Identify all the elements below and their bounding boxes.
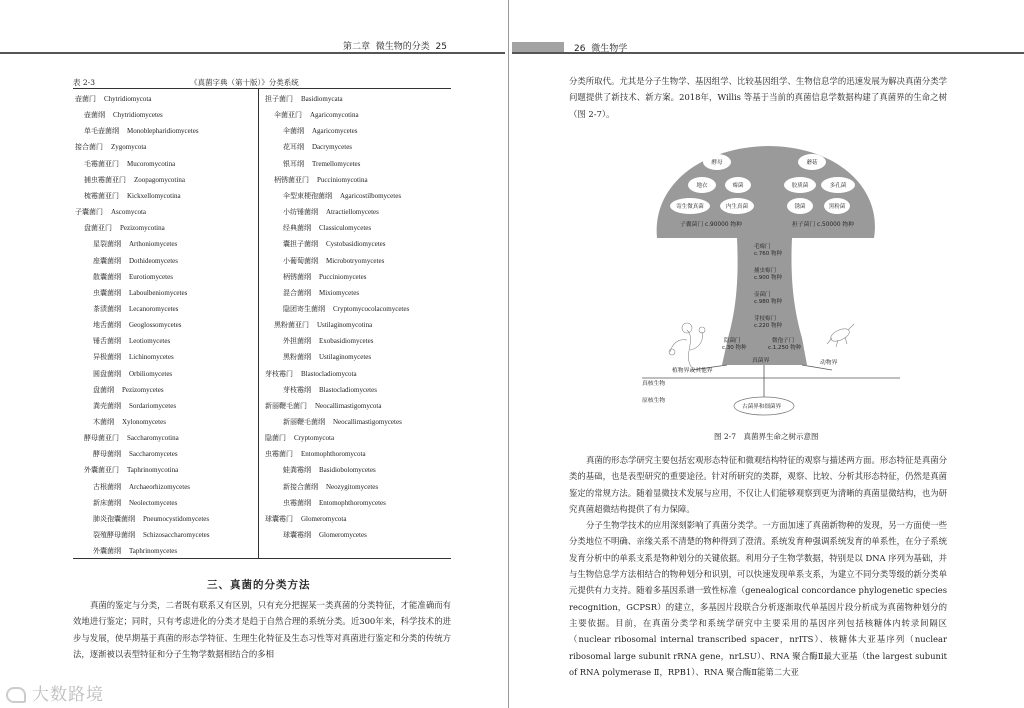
taxon-latin-name: Zoopagomycotina <box>134 175 185 184</box>
watermark-text: 大数路境 <box>32 685 104 705</box>
group-oval-label: 霉菌 <box>732 183 744 189</box>
taxon-chinese-name: 木菌纲 <box>93 418 114 426</box>
taxon-chinese-name: 球囊霉纲 <box>283 531 311 540</box>
table-row <box>93 369 172 380</box>
table-row <box>93 256 178 267</box>
header-tab-bar <box>512 42 564 52</box>
taxon-chinese-name: 虫囊菌纲 <box>93 288 121 297</box>
table-row <box>93 385 164 396</box>
base-right-name: 微孢子门 <box>772 338 795 344</box>
taxon-latin-name: Archaeorhizomycetes <box>129 482 191 491</box>
taxon-chinese-name: 囊担子菌纲 <box>283 240 318 249</box>
taxon-chinese-name: 异极菌纲 <box>93 353 121 362</box>
taxon-chinese-name: 新丽鞭毛菌纲 <box>283 418 325 426</box>
taxon-chinese-name: 黑粉菌亚门 <box>274 321 309 330</box>
beetle-drawing <box>827 324 854 347</box>
taxon-chinese-name: 新床菌纲 <box>93 498 121 507</box>
taxon-latin-name: Monoblepharidiomycetes <box>127 127 199 136</box>
taxon-latin-name: Taphrinomycetes <box>129 547 178 556</box>
taxon-latin-name: Neolectomycetes <box>129 498 178 507</box>
base-left-count: c.30 物种 <box>722 345 747 351</box>
taxon-latin-name: Blastocladiomycetes <box>319 385 377 394</box>
table-row <box>283 385 377 396</box>
taxon-chinese-name: 隐团寄生菌纲 <box>283 304 325 313</box>
intro-text <box>569 73 947 122</box>
base-left-name: 隐菌门 <box>724 338 741 344</box>
taxon-chinese-name: 担子菌门 <box>265 95 293 103</box>
taxon-latin-name: Pezizomycetes <box>122 385 164 394</box>
chapter-number: 第二章 <box>343 42 371 52</box>
archaea-bacteria-label: 古菌界和细菌界 <box>742 404 782 410</box>
taxon-chinese-name: 壶菌纲 <box>84 111 105 120</box>
taxon-chinese-name: 圆盘菌纲 <box>93 369 121 378</box>
taxon-chinese-name: 球囊霉门 <box>265 514 293 523</box>
taxon-chinese-name: 散囊菌纲 <box>93 272 121 281</box>
taxon-chinese-name: 伞菌纲 <box>283 127 304 136</box>
taxon-latin-name: Blastocladiomycota <box>301 369 357 378</box>
taxon-chinese-name: 星裂菌纲 <box>93 240 121 249</box>
group-oval-label: 寄生微真菌 <box>676 204 704 210</box>
plant-drawing <box>669 323 705 368</box>
taxon-latin-name: Neozygitomycetes <box>326 482 379 491</box>
taxon-latin-name: Saccharomycotina <box>127 434 179 443</box>
taxon-latin-name: Ustilaginomycotina <box>317 321 373 330</box>
table-row <box>265 94 343 105</box>
table-row <box>283 288 359 299</box>
taxon-chinese-name: 座囊菌纲 <box>93 256 121 265</box>
taxon-chinese-name: 锤舌菌纲 <box>93 337 121 346</box>
table-row <box>93 288 187 299</box>
table-row <box>93 304 178 315</box>
taxon-chinese-name: 裂殖酵母菌纲 <box>93 531 135 540</box>
table-row <box>283 336 373 347</box>
prokaryote-label: 原核生物 <box>642 398 666 404</box>
taxon-latin-name: Dacrymycetes <box>312 143 353 152</box>
taxon-latin-name: Ustilaginomycetes <box>319 353 372 362</box>
taxon-latin-name: Basidiobolomycetes <box>319 466 376 475</box>
table-row <box>93 336 170 347</box>
plant-group-label: 植物界或其他界 <box>672 368 713 374</box>
table-row <box>283 272 366 283</box>
taxon-latin-name: Exobasidiomycetes <box>319 337 374 346</box>
table-row <box>274 110 359 121</box>
stem-taxon-count: c.760 物种 <box>754 251 783 257</box>
taxon-chinese-name: 盘菌亚门 <box>84 224 112 233</box>
taxon-latin-name: Geoglossomycetes <box>129 321 182 330</box>
taxon-chinese-name: 伞菌亚门 <box>274 111 302 120</box>
table-row <box>93 272 173 283</box>
table-row <box>265 514 347 525</box>
table-row <box>84 433 179 444</box>
section-heading: 三、真菌的分类方法 <box>207 579 311 591</box>
taxon-latin-name: Arthoniomycetes <box>129 240 178 249</box>
table-row <box>93 417 166 428</box>
taxon-chinese-name: 虫霉菌纲 <box>283 498 311 507</box>
taxon-latin-name: Xylonomycetes <box>122 418 166 426</box>
table-row <box>84 159 175 170</box>
taxon-chinese-name: 茶渍菌纲 <box>93 304 121 313</box>
animal-group-label: 动物界 <box>820 360 838 366</box>
taxon-latin-name: Schizosaccharomycetes <box>143 531 210 540</box>
taxon-chinese-name: 小葡萄菌纲 <box>283 256 318 265</box>
left-page <box>0 0 505 708</box>
watermark <box>6 680 104 705</box>
ascomycota-label: 子囊菌门 c.90000 物种 <box>680 222 742 228</box>
taxon-chinese-name: 黑粉菌纲 <box>283 353 311 362</box>
taxon-latin-name: Cryptomycocolacomycetes <box>333 304 410 313</box>
stem-taxon-name: 芽枝霉门 <box>754 316 777 322</box>
taxon-latin-name: Neocallimastigomycota <box>315 401 382 410</box>
taxon-chinese-name: 芽枝霉纲 <box>283 385 311 394</box>
table-row <box>283 304 409 315</box>
left-body-text <box>73 597 451 662</box>
taxon-latin-name: Glomeromycota <box>301 514 347 523</box>
table-row <box>283 530 367 541</box>
taxon-latin-name: Tremellomycetes <box>312 159 361 168</box>
taxon-latin-name: Dothideomycetes <box>129 256 178 265</box>
table-row <box>84 465 178 476</box>
taxon-latin-name: Laboulbeniomycetes <box>129 288 188 297</box>
table-row <box>93 449 178 460</box>
table-row <box>93 320 182 331</box>
table-row <box>93 352 174 363</box>
group-oval-label: 黑粉菌 <box>828 204 846 210</box>
taxon-latin-name: Agaricomycotina <box>310 111 359 120</box>
header-rule <box>0 52 505 54</box>
taxon-latin-name: Kickxellomycotina <box>127 191 181 200</box>
taxon-chinese-name: 肺炎孢囊菌纲 <box>93 514 135 523</box>
taxon-chinese-name: 经典菌纲 <box>283 224 311 233</box>
group-oval-label: 地衣 <box>696 183 708 189</box>
table-row <box>265 369 357 380</box>
table-row <box>283 498 386 509</box>
table-row <box>84 126 199 137</box>
taxon-chinese-name: 盘菌纲 <box>93 385 114 394</box>
taxon-latin-name: Eurotiomycetes <box>129 272 173 281</box>
left-running-header <box>343 39 447 52</box>
paragraph: 真菌的鉴定与分类，二者既有联系又有区别，只有充分把握某一类真菌的分类特征，才能准确而有效地进行鉴定；同时，只有考虑进化的分类才是趋于自然合理的系统分类。近300年来，科学技术的进步与发展，使早期基于真菌的形态学特征、生理生化特征及生态习性等对真菌进行鉴定和分类的传统方法，逐渐被以表型特征和分子生物学数据相结合的多相 <box>73 600 451 659</box>
table-row <box>93 498 177 509</box>
taxon-chinese-name: 外担菌纲 <box>283 337 311 346</box>
basidiomycota-label: 担子菌门 c.50000 物种 <box>792 222 854 228</box>
taxon-chinese-name: 新接合菌纲 <box>283 482 318 491</box>
eukaryote-label: 真核生物 <box>642 381 666 387</box>
taxon-chinese-name: 捕虫霉菌亚门 <box>84 175 126 184</box>
table-row <box>93 530 209 541</box>
table-row <box>283 417 402 428</box>
table-row <box>283 482 378 493</box>
taxon-latin-name: Pezizomycotina <box>120 224 165 233</box>
taxon-latin-name: Glomeromycetes <box>319 531 367 540</box>
taxon-chinese-name: 小纺锤菌纲 <box>283 208 318 217</box>
taxon-chinese-name: 外囊菌纲 <box>93 547 121 556</box>
group-oval-label: 多孔菌 <box>829 183 847 189</box>
book-spine <box>508 0 509 708</box>
taxon-chinese-name: 酵母菌亚门 <box>84 434 119 443</box>
taxon-chinese-name: 蛙粪霉纲 <box>283 466 311 475</box>
taxon-chinese-name: 单毛壶菌纲 <box>84 127 119 136</box>
taxon-latin-name: Lecanoromycetes <box>129 304 179 313</box>
stem-taxon-name: 壶菌门 <box>754 292 771 298</box>
stem-taxon-name: 捕虫霉门 <box>754 268 777 274</box>
taxon-chinese-name: 外囊菌亚门 <box>84 466 119 475</box>
table-row <box>75 142 146 153</box>
table-row <box>93 514 209 525</box>
taxon-chinese-name: 子囊菌门 <box>75 208 103 217</box>
table-row <box>283 126 357 137</box>
table-row <box>283 207 379 218</box>
taxon-chinese-name: 壶菌门 <box>75 95 96 103</box>
taxon-chinese-name: 银耳纲 <box>283 159 304 168</box>
table-row <box>283 465 376 476</box>
table-row <box>75 94 151 105</box>
table-row <box>84 175 185 186</box>
taxon-chinese-name: 新丽鞭毛菌门 <box>265 401 307 410</box>
taxon-chinese-name: 花耳纲 <box>283 143 304 152</box>
table-row <box>283 223 371 234</box>
taxon-latin-name: Saccharomycetes <box>129 450 178 459</box>
paragraph: 分类所取代。尤其是分子生物学、基因组学、比较基因组学、生物信息学的迅速发展为解决真菌分类学问题提供了新技术、新方案。2018年，Willis 等基于当前的真菌信息学数据构建了真菌界的生命之树（图 2-7）。 <box>569 76 947 119</box>
table-row <box>265 449 366 460</box>
group-oval-label: 酵母 <box>711 160 723 166</box>
taxon-latin-name: Agaricostilbomycetes <box>340 191 402 200</box>
taxon-latin-name: Lichinomycetes <box>129 353 174 362</box>
table-row <box>93 482 190 493</box>
fungi-kingdom-label: 真菌界 <box>752 358 770 364</box>
table-top-rule <box>73 88 451 89</box>
stem-taxon-count: c.980 物种 <box>754 299 783 305</box>
taxon-chinese-name: 混合菌纲 <box>283 288 311 297</box>
taxon-latin-name: Mixiomycetes <box>319 288 360 297</box>
base-right-count: c.1,250 物种 <box>768 345 802 351</box>
table-row <box>84 223 165 234</box>
taxon-latin-name: Ascomycota <box>111 208 146 217</box>
table-row <box>93 401 176 412</box>
table-row <box>274 175 368 186</box>
taxon-chinese-name: 古根菌纲 <box>93 482 121 491</box>
paragraph: 真菌的形态学研究主要包括宏观形态特征和微观结构特征的观察与描述两方面。形态特征是真菌分类的基础，也是表型研究的重要途径。针对所研究的类群，观察、比较、分析其形态特征，仍然是真菌鉴定的常规方法。随着显微技术发展与应用，不仅让人们能够观察到更为清晰的真菌显微结构，也为研究真菌超微结构提供了有力保障。 <box>569 455 947 514</box>
taxon-chinese-name: 毛霉菌亚门 <box>84 159 119 168</box>
table-bottom-rule <box>73 558 451 559</box>
taxon-latin-name: Pucciniomycetes <box>319 272 367 281</box>
taxon-chinese-name: 虫霉菌门 <box>265 450 293 459</box>
page-number: 26 <box>574 44 586 54</box>
figure-caption: 图 2-7 真菌界生命之树示意图 <box>714 432 819 441</box>
taxon-latin-name: Zygomycota <box>111 143 147 152</box>
table-row <box>283 352 371 363</box>
table-row <box>283 191 401 202</box>
taxon-chinese-name: 柄锈菌纲 <box>283 272 311 281</box>
taxon-latin-name: Taphrinomycotina <box>127 466 179 475</box>
group-oval-label: 内生真菌 <box>725 204 749 210</box>
table-title: 《真菌字典（第十版）》分类系统 <box>190 78 299 87</box>
table-row <box>283 142 352 153</box>
table-row <box>265 401 381 412</box>
book-title: 微生物学 <box>591 44 628 54</box>
table-label: 表 2-3 <box>73 78 95 87</box>
group-oval-label: 锈菌 <box>794 204 806 210</box>
taxon-latin-name: Sordariomycetes <box>129 401 177 410</box>
page-number: 25 <box>435 42 447 52</box>
taxon-latin-name: Mucoromycotina <box>127 159 176 168</box>
taxon-latin-name: Pneumocystidomycetes <box>143 514 210 523</box>
table-divider <box>258 89 259 558</box>
taxon-chinese-name: 隐菌门 <box>265 434 286 443</box>
taxon-chinese-name: 柄锈菌亚门 <box>274 175 309 184</box>
taxon-latin-name: Basidiomycata <box>301 95 343 103</box>
table-row <box>283 159 360 170</box>
taxon-chinese-name: 地舌菌纲 <box>93 321 121 330</box>
table-row <box>75 207 146 218</box>
taxon-latin-name: Chytridiomycetes <box>113 111 163 120</box>
stem-taxon-count: c.220 物种 <box>754 323 783 329</box>
paragraph: 分子生物学技术的应用深刻影响了真菌分类学。一方面加速了真菌新物种的发现，另一方面使一些分类地位不明确、亲缘关系不清楚的物种得到了澄清。系统发育种强调系统发育的单系性，在分子系统发育分析中的单系支系是物种划分的关键依据。利用分子生物学数据，特别是以 DNA 序列为基础，并与生物信息学方法相结合的物种划分和识别，可以快速发现单系支系，为建立不同分类等级的新分类单元提供有力支持。随着多基因系谱一致性标准（genealogical concordance phylogenetic species recognition，GCPSR）的建立，多基因片段联合分析逐渐取代单基因片段分析成为真菌物种划分的主要依据。目前，在真菌分类学和系统学研究中主要采用的基因序列包括核糖体内转录间隔区（nuclear ribosomal internal transcribed spacer，nrITS）、核糖体大亚基序列（nuclear ribosomal large subunit rRNA gene，nrLSU）、RNA 聚合酶Ⅱ最大亚基（the largest subunit of RNA polymerase Ⅱ，RPB1）、RNA 聚合酶Ⅱ能第二大亚 <box>569 520 947 677</box>
taxon-latin-name: Cryptomycota <box>294 434 335 443</box>
taxon-chinese-name: 粪壳菌纲 <box>93 401 121 410</box>
fungal-tree-of-life-figure <box>642 140 902 425</box>
taxon-chinese-name: 梳霉菌亚门 <box>84 191 119 200</box>
taxon-latin-name: Orbiliomycetes <box>129 369 173 378</box>
taxon-chinese-name: 接合菌门 <box>75 143 103 152</box>
table-row <box>265 433 334 444</box>
table-row <box>283 256 384 267</box>
taxon-latin-name: Chytridiomycota <box>104 95 152 103</box>
taxon-latin-name: Entomophthoromycetes <box>319 498 386 507</box>
right-running-header <box>574 41 627 54</box>
taxon-latin-name: Cystobasidiomycetes <box>326 240 386 249</box>
table-row <box>93 239 177 250</box>
taxon-latin-name: Pucciniomycotina <box>317 175 368 184</box>
taxon-chinese-name: 芽枝霉门 <box>265 369 293 378</box>
table-row <box>84 110 163 121</box>
taxon-latin-name: Agaricomycetes <box>312 127 358 136</box>
stem-taxon-count: c.900 物种 <box>754 275 783 281</box>
group-oval-label: 蘑菇 <box>806 160 818 166</box>
taxon-latin-name: Neocallimastigomycetes <box>333 418 402 426</box>
taxon-latin-name: Atractiellomycetes <box>326 208 379 217</box>
watermark-logo-icon <box>6 687 26 703</box>
taxon-chinese-name: 酵母菌纲 <box>93 450 121 459</box>
table-row <box>93 546 177 557</box>
group-oval-label: 胶质菌 <box>791 183 809 189</box>
table-row <box>274 320 372 331</box>
right-page <box>512 0 1024 708</box>
taxon-latin-name: Entomophthoromycota <box>301 450 366 459</box>
taxon-latin-name: Classiculomycetes <box>319 224 372 233</box>
stem-taxon-name: 毛霉门 <box>754 244 771 250</box>
right-body-text <box>569 452 947 680</box>
taxon-chinese-name: 伞型束梗孢菌纲 <box>283 191 332 200</box>
taxon-latin-name: Microbotryomycetes <box>326 256 385 265</box>
taxon-latin-name: Leotiomycetes <box>129 337 171 346</box>
table-row <box>84 191 181 202</box>
table-row <box>283 239 386 250</box>
chapter-title: 微生物的分类 <box>375 42 430 52</box>
